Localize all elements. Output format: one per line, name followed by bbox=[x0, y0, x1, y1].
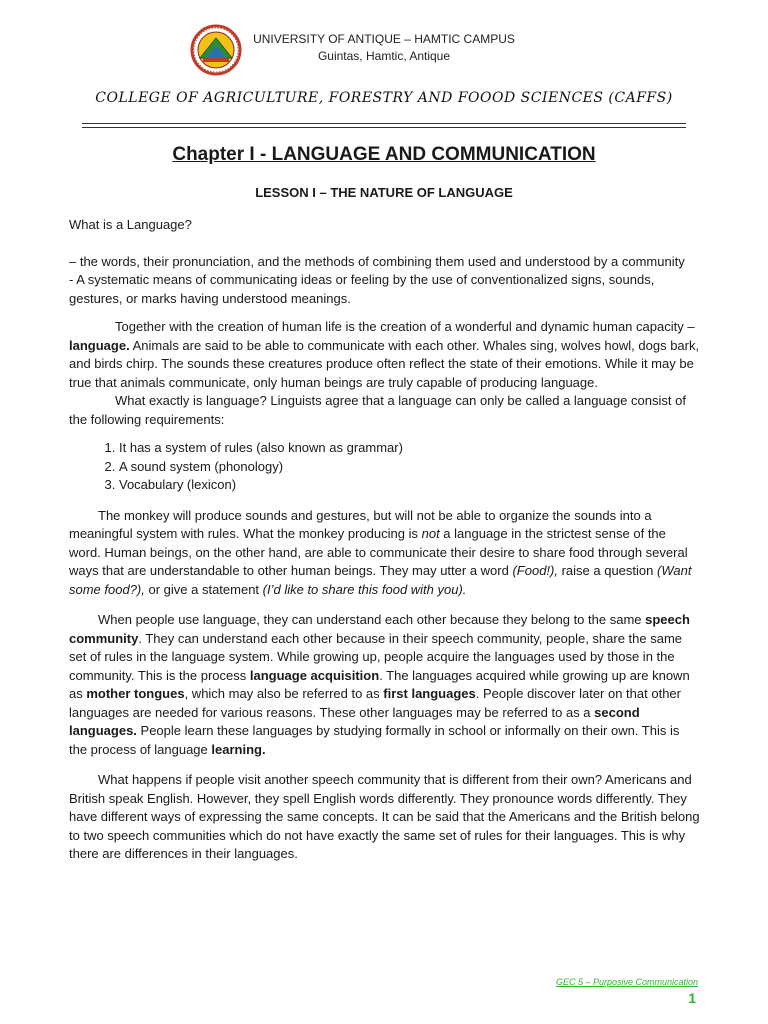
paragraph-5: What happens if people visit another speech community that is different from their own? Americans and British speak English. However, they spell English words differently. They pronounce words differently. They have different ways of expressing the same concepts. It can be said that the Americans and the British belong to two speech communities which do not have exactly the same set of rules for their languages. This is why there are differences in their languages. bbox=[69, 772, 700, 861]
list-item: 3. Vocabulary (lexicon) bbox=[119, 476, 701, 495]
p3-italic-statement: (I’d like to share this food with you). bbox=[262, 581, 467, 597]
university-name: UNIVERSITY OF ANTIQUE – HAMTIC CAMPUS bbox=[253, 32, 515, 46]
header-divider-bottom bbox=[82, 127, 686, 128]
document-body bbox=[69, 216, 701, 864]
university-seal-icon bbox=[186, 24, 246, 76]
p1-text-c: Animals are said to be able to communicate with each other. Whales sing, wolves howl, dogs bark, and birds chirp. The sounds these creatures produce often reflect the state of their emotions. While it may be true that animals communicate, only human beings are truly capable of producing language. bbox=[69, 337, 700, 390]
p4-text-g: , which may also be referred to as bbox=[184, 686, 384, 701]
paragraph-3 bbox=[69, 507, 701, 600]
lesson-title: LESSON I – THE NATURE OF LANGUAGE bbox=[255, 185, 513, 200]
p4-text-k: People learn these languages by studying formally in school or informally on their own. This is the process of language bbox=[69, 723, 680, 757]
requirements-list bbox=[69, 439, 701, 495]
p4-text-i: . People discover later on that other languages are needed for various reasons. These other languages may be referred to as a bbox=[69, 686, 681, 720]
course-footer: GEC 5 – Purposive Communication bbox=[555, 977, 698, 987]
paragraph-2: What exactly is language? Linguists agree that a language can only be called a language consist of the following requirements: bbox=[69, 393, 686, 427]
paragraph-1 bbox=[69, 318, 701, 392]
p1-bold-language: language. bbox=[69, 337, 130, 353]
p4-bold-language-acquisition: language acquisition bbox=[249, 667, 380, 683]
p4-text-c: . They can understand each other because in their speech community, people, share the same set of rules in the language system. While growing up, people acquire the languages used by those in the community. This is the process bbox=[69, 630, 683, 683]
p3-text-e: raise a question bbox=[557, 563, 657, 578]
list-item: 1. It has a system of rules (also known as grammar) bbox=[119, 439, 701, 458]
p4-bold-learning: learning. bbox=[211, 741, 266, 757]
campus-address: Guintas, Hamtic, Antique bbox=[317, 49, 451, 63]
p3-text-a: The monkey will produce sounds and gestures, but will not be able to organize the sounds into a meaningful system with rules. What the monkey producing is bbox=[69, 507, 652, 541]
chapter-title: Chapter I - LANGUAGE AND COMMUNICATION bbox=[172, 144, 596, 165]
definition-1: – the words, their pronunciation, and the methods of combining them used and understood by a community bbox=[69, 253, 685, 269]
question-heading: What is a Language? bbox=[69, 217, 192, 232]
p3-text-c: a language in the strictest sense of the word. Human beings, on the other hand, are able to communicate their desire to share food through several ways that are understandable to other human beings. They may utter a word bbox=[69, 526, 688, 578]
definition-2: - A systematic means of communicating ideas or feeling by the use of conventionalized signs, sounds, gestures, or marks having understood meanings. bbox=[69, 272, 655, 306]
p3-text-g: or give a statement bbox=[144, 581, 263, 597]
paragraph-4 bbox=[69, 611, 701, 759]
p4-text-e: . The languages acquired while growing up are known as bbox=[69, 667, 690, 701]
p3-italic-question: (Want some food?), bbox=[69, 563, 692, 597]
p4-text-a: When people use language, they can understand each other because they belong to the same bbox=[98, 612, 646, 627]
p4-bold-first-languages: first languages bbox=[383, 686, 476, 701]
p3-italic-not: not bbox=[421, 526, 440, 541]
p3-italic-food: (Food!), bbox=[512, 563, 558, 578]
college-name: COLLEGE OF AGRICULTURE, FORESTRY AND FOOOD SCIENCES (CAFFS) bbox=[95, 90, 673, 106]
header-divider-top bbox=[82, 123, 686, 124]
page-header bbox=[0, 0, 768, 80]
university-name-block bbox=[240, 31, 528, 65]
p4-bold-mother-tongues: mother tongues bbox=[86, 686, 185, 701]
page-number: 1 bbox=[688, 990, 696, 1006]
list-item: 2. A sound system (phonology) bbox=[119, 458, 701, 477]
p4-bold-speech-community: speech community bbox=[69, 612, 690, 646]
p4-bold-second-languages: second languages. bbox=[69, 704, 640, 738]
p1-text-a: Together with the creation of human life is the creation of a wonderful and dynamic human capacity – bbox=[115, 319, 695, 334]
